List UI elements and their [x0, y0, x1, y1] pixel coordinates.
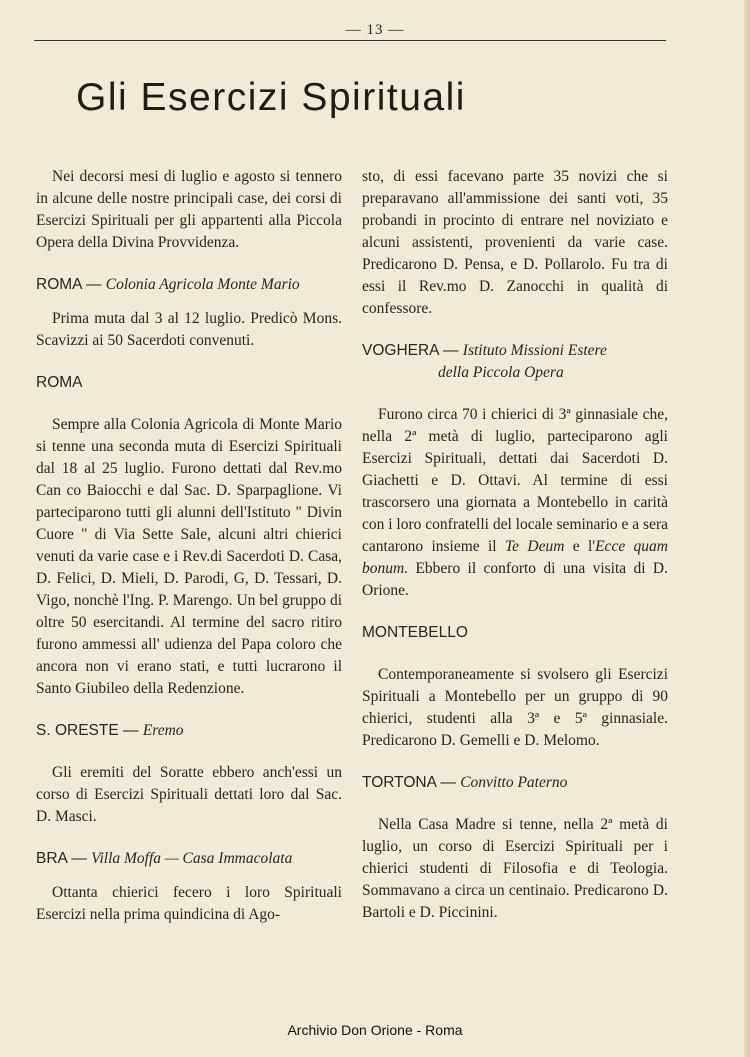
- right-column: [362, 166, 668, 924]
- section-heading-voghera: VOGHERA — Istituto Missioni Estere: [362, 342, 607, 359]
- page-title: Gli Esercizi Spirituali: [76, 76, 466, 119]
- left-column: [36, 166, 342, 926]
- page-number: — 13 —: [345, 22, 405, 38]
- continued-paragraph: sto, di essi facevano parte 35 novizi che si preparavano all'ammissione dei santi voti, 35 probandi in procinto di entrare nel noviziato e alcuni assistenti, provenienti da varie case. Predicarono D. Pensa, e D. Pollarolo. Fu tra di essi il Rev.mo D. Zanocchi in qualità di confessore.: [362, 168, 668, 317]
- section-heading-montebello: MONTEBELLO: [362, 624, 468, 641]
- archive-footer: Archivio Don Orione - Roma: [287, 1022, 463, 1038]
- header-rule: [34, 40, 666, 41]
- page-edge: [744, 0, 750, 1057]
- section-text-tortona: Nella Casa Madre si tenne, nella 2ª metà di luglio, un corso di Esercizi Spirituali per i chierici studenti di Filosofia e di Teologia. Sommavano a circa un centinaio. Predicarono D. Bartoli e D. Piccinini.: [362, 816, 668, 921]
- section-heading-roma: ROMA: [36, 374, 83, 391]
- section-heading-roma-monte-mario: ROMA — Colonia Agricola Monte Mario: [36, 276, 300, 293]
- section-text-montebello: Contemporaneamente si svolsero gli Esercizi Spirituali a Montebello per un gruppo di 90 chierici, studenti alla 3ª e 5ª ginnasiale. Predicarono D. Gemelli e D. Melomo.: [362, 666, 668, 749]
- section-text-bra: Ottanta chierici fecero i loro Spirituali Esercizi nella prima quindicina di Ago-: [36, 884, 342, 923]
- section-text-roma: Sempre alla Colonia Agricola di Monte Mario si tenne una seconda muta di Esercizi Spirituali dal 18 al 25 luglio. Furono dettati dal Rev.mo Can co Baiocchi e dal Sac. D. Sparpaglione. Vi parteciparono tutti gli alunni dell'Istituto " Divin Cuore " di Via Sette Sale, alcuni altri chierici venuti da varie case e i Rev.di Sacerdoti D. Casa, D. Felici, D. Mieli, D. Parodi, G, D. Tessari, D. Vigo, nonchè l'Ing. P. Marengo. Un bel gruppo di oltre 50 esercitandi. Al termine del sacro ritiro furono ammessi all' udienza del Papa coloro che ancora non vi erano stati, e tutti lucrarono il Santo Giubileo della Redenzione.: [36, 416, 342, 697]
- section-heading-bra: BRA — Villa Moffa — Casa Immacolata: [36, 850, 293, 867]
- section-text-roma-monte-mario: Prima muta dal 3 al 12 luglio. Predicò Mons. Scavizzi ai 50 Sacerdoti convenuti.: [36, 310, 342, 349]
- section-heading-tortona: TORTONA — Convitto Paterno: [362, 774, 568, 791]
- section-text-s-oreste: Gli eremiti del Soratte ebbero anch'essi un corso di Esercizi Spirituali dettati loro dal Sac. D. Masci.: [36, 764, 342, 825]
- section-heading-s-oreste: S. ORESTE — Eremo: [36, 722, 184, 739]
- intro-paragraph: Nei decorsi mesi di luglio e agosto si tennero in alcune delle nostre principali case, dei corsi di Esercizi Spirituali per gli appartenti alla Piccola Opera della Divina Provvidenza.: [36, 168, 342, 251]
- section-subheading-voghera: della Piccola Opera: [438, 364, 564, 381]
- section-text-voghera: Furono circa 70 i chierici di 3ª ginnasiale che, nella 2ª metà di luglio, parteciparono agli Esercizi Spirituali, dettati dai Sacerdoti D. Giachetti e D. Ottavi. Al termine di essi trascorsero una giornata a Montebello in carità con i loro confratelli del locale seminario e a sera cantarono insieme il Te Deum e l'Ecce quam bonum. Ebbero il conforto di una visita di D. Orione.: [362, 406, 668, 599]
